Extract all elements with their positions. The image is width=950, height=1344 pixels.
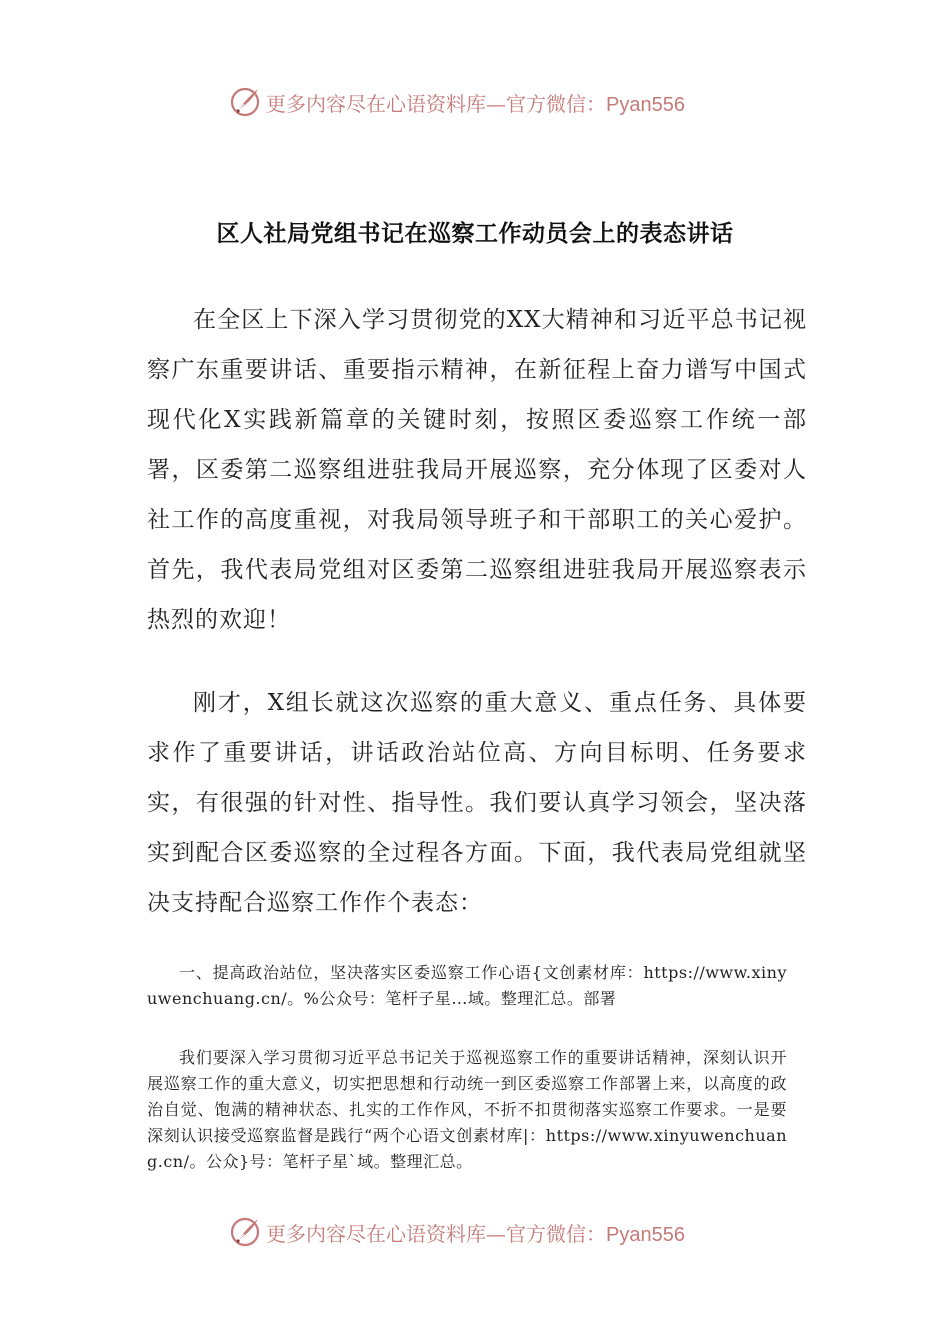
quill-logo-icon — [228, 1215, 262, 1249]
section-body: 我们要深入学习贯彻习近平总书记关于巡视巡察工作的重要讲话精神，深刻认识开展巡察工作的重大意义，切实把思想和行动统一到区委巡察工作部署上来，以高度的政治自觉、饱满的精神状态、扎实的工作作风，不折不扣贯彻落实巡察工作要求。一是要深刻认识接受巡察监督是践行“两个心语文创素材库|：https://www.xinyuwenchuang.cn/。公众}号：笔杆子星`域。整理汇总。 — [147, 1048, 787, 1171]
document-title: 区人社局党组书记在巡察工作动员会上的表态讲话 — [216, 220, 734, 247]
watermark-text: 更多内容尽在心语资料库—官方微信：Pyan556 — [266, 91, 685, 116]
watermark-banner-bottom — [228, 1212, 728, 1252]
section-heading: 一、提高政治站位，坚决落实区委巡察工作心语{文创素材库：https://www.xinyuwenchuang.cn/。%公众号：笔杆子星…域。整理汇总。部署 — [147, 963, 787, 1008]
paragraph-1: 在全区上下深入学习贯彻党的XX大精神和习近平总书记视察广东重要讲话、重要指示精神，在新征程上奋力谱写中国式现代化X实践新篇章的关键时刻，按照区委巡察工作统一部署，区委第二巡察组进驻我局开展巡察，充分体现了区委对人社工作的高度重视，对我局领导班子和干部职工的关心爱护。首先，我代表局党组对区委第二巡察组进驻我局开展巡察表示热烈的欢迎！ — [147, 307, 807, 633]
quill-logo-icon — [228, 85, 262, 119]
paragraph-2: 刚才，X组长就这次巡察的重大意义、重点任务、具体要求作了重要讲话，讲话政治站位高、方向目标明、任务要求实，有很强的针对性、指导性。我们要认真学习领会，坚决落实到配合区委巡察的全过程各方面。下面，我代表局党组就坚决支持配合巡察工作作个表态： — [147, 690, 807, 916]
watermark-banner-top — [228, 82, 728, 122]
watermark-text: 更多内容尽在心语资料库—官方微信：Pyan556 — [266, 1221, 685, 1246]
